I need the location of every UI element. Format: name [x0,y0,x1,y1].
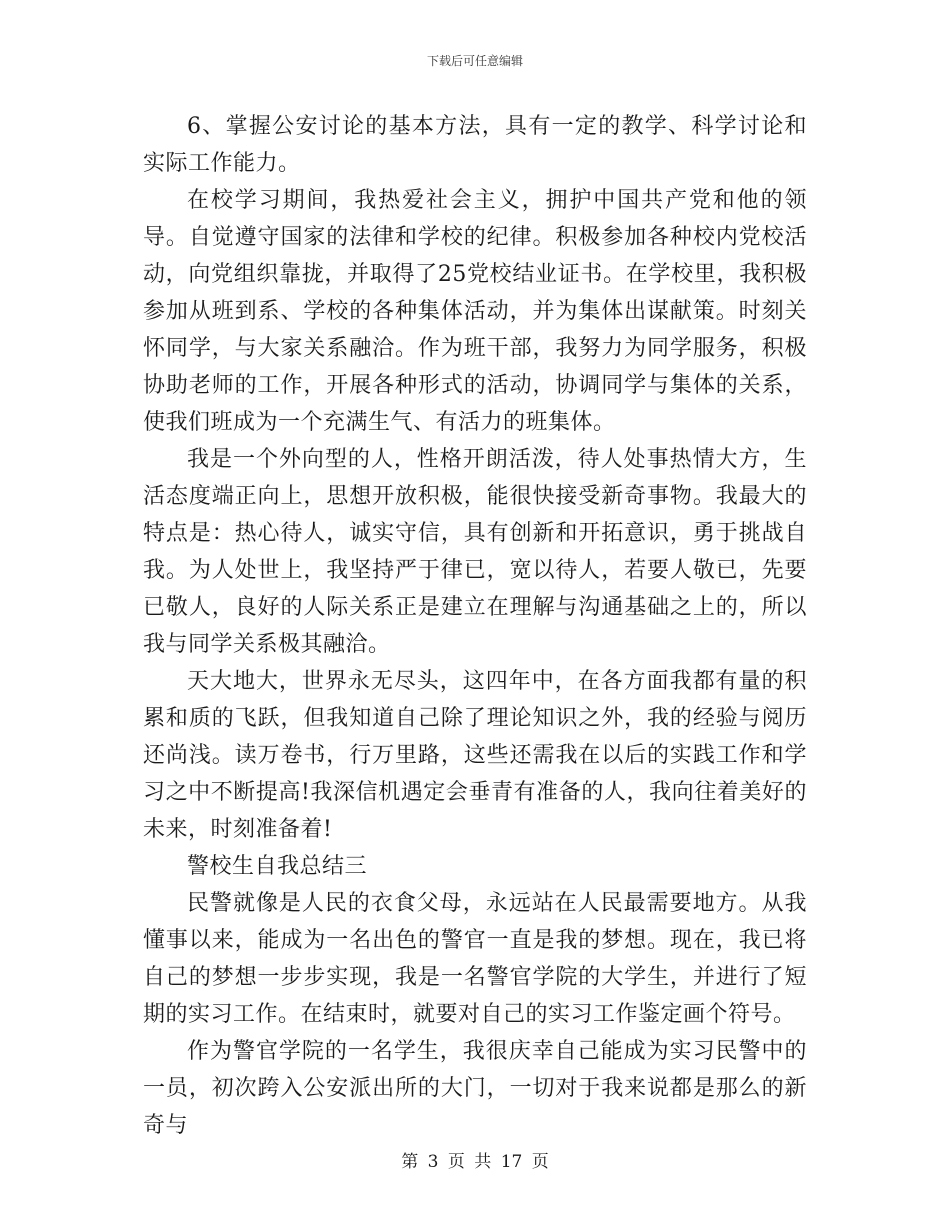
paragraph-police-dream: 民警就像是人民的衣食父母，永远站在人民最需要地方。从我懂事以来，能成为一名出色的警官一直是我的梦想。现在，我已将自己的梦想一步步实现，我是一名警官学院的大学生，并进行了短期的实习工作。在结束时，就要对自己的实习工作鉴定画个符号。 [143,891,807,1027]
paragraph-internship: 作为警官学院的一名学生，我很庆幸自己能成为实习民警中的一员，初次跨入公安派出所的大门，一切对于我来说都是那么的新奇与 [143,1039,807,1138]
paragraph-outlook: 天大地大，世界永无尽头，这四年中，在各方面我都有量的积累和质的飞跃，但我知道自己除了理论知识之外，我的经验与阅历还尚浅。读万卷书，行万里路，这些还需我在以后的实践工作和学习之中不断提高!我深信机遇定会垂青有准备的人，我向往着美好的未来，时刻准备着! [143,669,807,842]
document-body [143,108,807,1144]
paragraph-school-period: 在校学习期间，我热爱社会主义，拥护中国共产党和他的领导。自觉遵守国家的法律和学校的纪律。积极参加各种校内党校活动，向党组织靠拢，并取得了25党校结业证书。在学校里，我积极参加从班到系、学校的各种集体活动，并为集体出谋献策。时刻关怀同学，与大家关系融洽。作为班干部，我努力为同学服务，积极协助老师的工作，开展各种形式的活动，协调同学与集体的关系，使我们班成为一个充满生气、有活力的班集体。 [143,188,807,435]
page-header: 下载后可任意编辑 [426,54,523,68]
paragraph-personality: 我是一个外向型的人，性格开朗活泼，待人处事热情大方，生活态度端正向上，思想开放积极，能很快接受新奇事物。我最大的特点是：热心待人，诚实守信，具有创新和开拓意识，勇于挑战自我。为人处世上，我坚持严于律已，宽以待人，若要人敬已，先要已敬人，良好的人际关系正是建立在理解与沟通基础之上的，所以我与同学关系极其融洽。 [143,447,807,657]
section-heading: 警校生自我总结三 [187,854,368,879]
paragraph-study-goal: 6、掌握公安讨论的基本方法，具有一定的教学、科学讨论和实际工作能力。 [143,114,807,176]
page-number-footer: 第 3 页 共 17 页 [401,1152,549,1172]
